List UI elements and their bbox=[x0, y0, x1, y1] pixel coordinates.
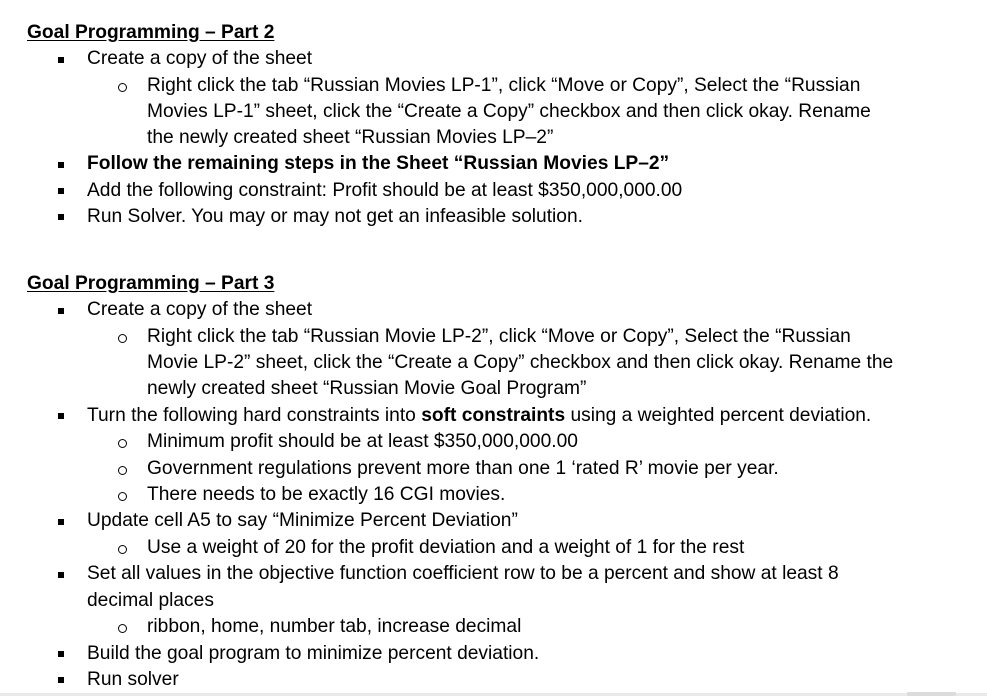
part2-heading: Goal Programming – Part 2 bbox=[27, 22, 275, 43]
part3-item4-line2: decimal places bbox=[87, 590, 214, 611]
part3-item2-sub2: Government regulations prevent more than one 1 ‘rated R’ movie per year. bbox=[147, 458, 779, 479]
circle-bullet-icon bbox=[118, 439, 127, 448]
part3-item2 bbox=[87, 403, 871, 429]
square-bullet-icon bbox=[58, 572, 64, 578]
square-bullet-icon bbox=[58, 214, 64, 220]
square-bullet-icon bbox=[58, 677, 64, 683]
circle-bullet-icon bbox=[118, 545, 127, 554]
part2-item3: Add the following constraint: Profit should be at least $350,000,000.00 bbox=[87, 180, 683, 201]
part3-item2-bold: soft constraints bbox=[421, 405, 566, 426]
part3-item1: Create a copy of the sheet bbox=[87, 299, 313, 320]
part3-item4-sub1: ribbon, home, number tab, increase decimal bbox=[147, 616, 522, 637]
part2-item1: Create a copy of the sheet bbox=[87, 48, 313, 69]
part3-item6: Run solver bbox=[87, 669, 179, 690]
circle-bullet-icon bbox=[118, 83, 127, 92]
part3-item1-sub-line1: Right click the tab “Russian Movie LP-2”, click “Move or Copy”, Select the “Russian bbox=[147, 326, 851, 347]
circle-bullet-icon bbox=[118, 334, 127, 343]
part3-item3-sub1: Use a weight of 20 for the profit deviation and a weight of 1 for the rest bbox=[147, 537, 745, 558]
part2-item1-sub-line3: the newly created sheet “Russian Movies LP–2” bbox=[147, 127, 554, 148]
part3-item4-line1: Set all values in the objective function coefficient row to be a percent and show at least 8 bbox=[87, 563, 839, 584]
page-bottom-tab bbox=[907, 692, 956, 696]
circle-bullet-icon bbox=[118, 466, 127, 475]
part3-item2-sub3: There needs to be exactly 16 CGI movies. bbox=[147, 484, 506, 505]
part3-item1-sub-line3: newly created sheet “Russian Movie Goal Program” bbox=[147, 378, 587, 399]
square-bullet-icon bbox=[58, 413, 64, 419]
circle-bullet-icon bbox=[118, 492, 127, 501]
part2-item2: Follow the remaining steps in the Sheet “Russian Movies LP–2” bbox=[87, 153, 670, 174]
part3-item2-post: using a weighted percent deviation. bbox=[565, 405, 872, 426]
square-bullet-icon bbox=[58, 162, 64, 168]
part2-item1-sub-line2: Movies LP-1” sheet, click the “Create a Copy” checkbox and then click okay. Rename bbox=[147, 101, 871, 122]
part3-item3: Update cell A5 to say “Minimize Percent Deviation” bbox=[87, 510, 518, 531]
part3-item5: Build the goal program to minimize percent deviation. bbox=[87, 643, 540, 664]
part3-heading: Goal Programming – Part 3 bbox=[27, 273, 275, 294]
square-bullet-icon bbox=[58, 519, 64, 525]
part3-item2-pre: Turn the following hard constraints into bbox=[87, 405, 422, 426]
circle-bullet-icon bbox=[118, 624, 127, 633]
square-bullet-icon bbox=[58, 651, 64, 657]
part3-item2-sub1: Minimum profit should be at least $350,000,000.00 bbox=[147, 431, 578, 452]
part2-item1-sub-line1: Right click the tab “Russian Movies LP-1”, click “Move or Copy”, Select the “Russian bbox=[147, 75, 861, 96]
square-bullet-icon bbox=[58, 188, 64, 194]
square-bullet-icon bbox=[58, 308, 64, 314]
square-bullet-icon bbox=[58, 57, 64, 63]
part2-item4: Run Solver. You may or may not get an infeasible solution. bbox=[87, 206, 583, 227]
part3-item1-sub-line2: Movie LP-2” sheet, click the “Create a Copy” checkbox and then click okay. Rename the bbox=[147, 352, 894, 373]
